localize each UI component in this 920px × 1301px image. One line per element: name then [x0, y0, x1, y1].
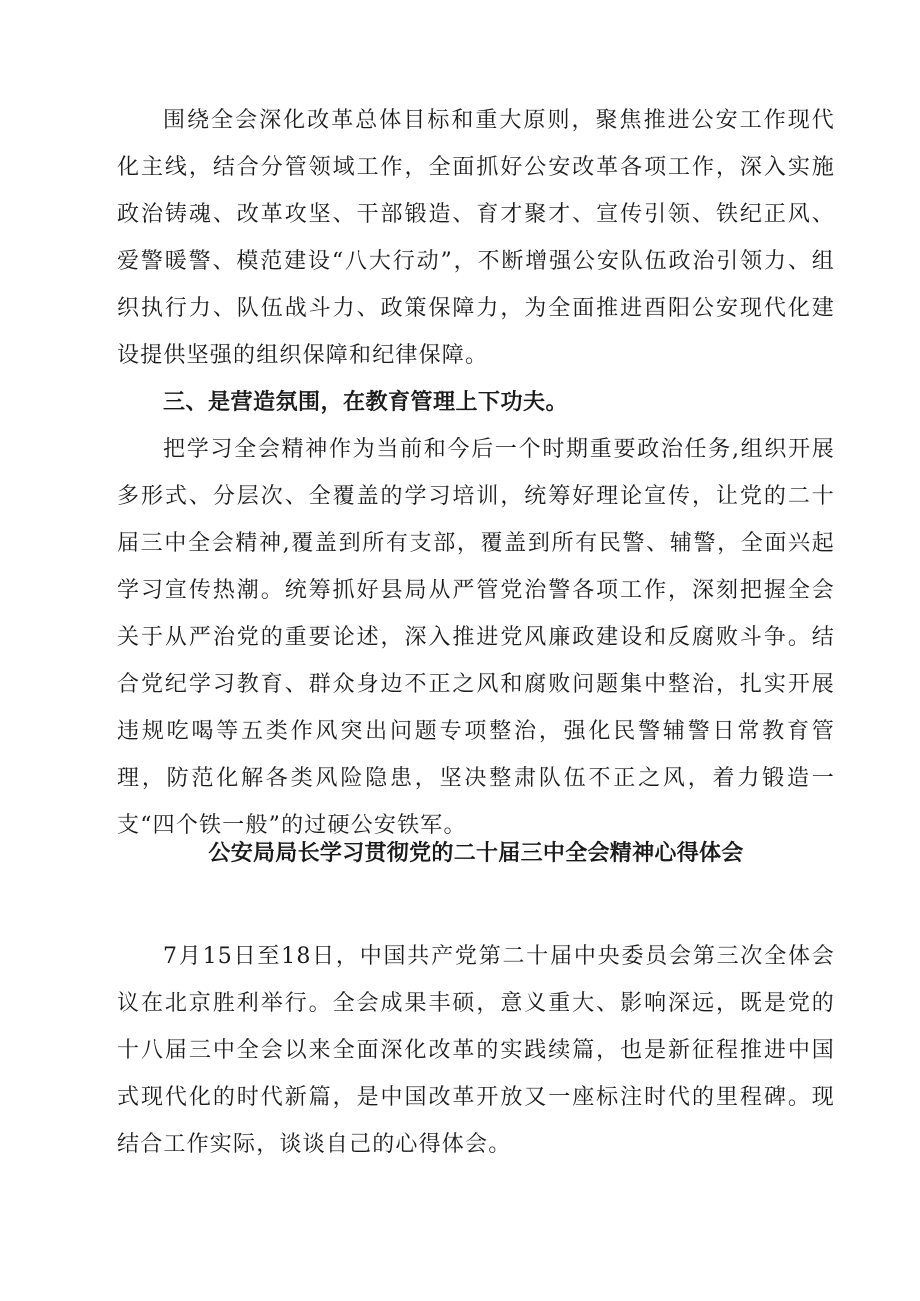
article-body [117, 933, 835, 1168]
body-paragraph: 把学习全会精神作为当前和今后一个时期重要政治任务,组织开展多形式、分层次、全覆盖的学习培训，统筹好理论宣传，让党的二十届三中全会精神,覆盖到所有支部，覆盖到所有民警、辅警，全面兴起学习宣传热潮。统筹抓好县局从严管党治警各项工作，深刻把握全会关于从严治党的重要论述，深入推进党风廉政建设和反腐败斗争。结合党纪学习教育、群众身边不正之风和腐败问题集中整治，扎实开展违规吃喝等五类作风突出问题专项整治，强化民警辅警日常教育管理，防范化解各类风险隐患，坚决整肃队伍不正之风，着力锻造一支“四个铁一般”的过硬公安铁军。 [117, 437, 835, 838]
intro-paragraph: 7月15日至18日，中国共产党第二十届中央委员会第三次全体会议在北京胜利举行。全会成果丰硕，意义重大、影响深远，既是党的十八届三中全会以来全面深化改革的实践续篇，也是新征程推进中国式现代化的时代新篇，是中国改革开放又一座标注时代的里程碑。现结合工作实际，谈谈自己的心得体会。 [117, 944, 835, 1157]
section-heading: 三、是营造氛围，在教育管理上下功夫。 [163, 390, 569, 415]
document-title: 公安局局长学习贯彻党的二十届三中全会精神心得体会 [208, 841, 744, 866]
document-page [117, 97, 835, 1157]
body-paragraph: 围绕全会深化改革总体目标和重大原则，聚焦推进公安工作现代化主线，结合分管领域工作，全面抓好公安改革各项工作，深入实施政治铸魂、改革攻坚、干部锻造、育才聚才、宣传引领、铁纪正风、爱警暖警、模范建设“八大行动”，不断增强公安队伍政治引领力、组织执行力、队伍战斗力、政策保障力，为全面推进酉阳公安现代化建设提供坚强的组织保障和纪律保障。 [117, 108, 835, 368]
